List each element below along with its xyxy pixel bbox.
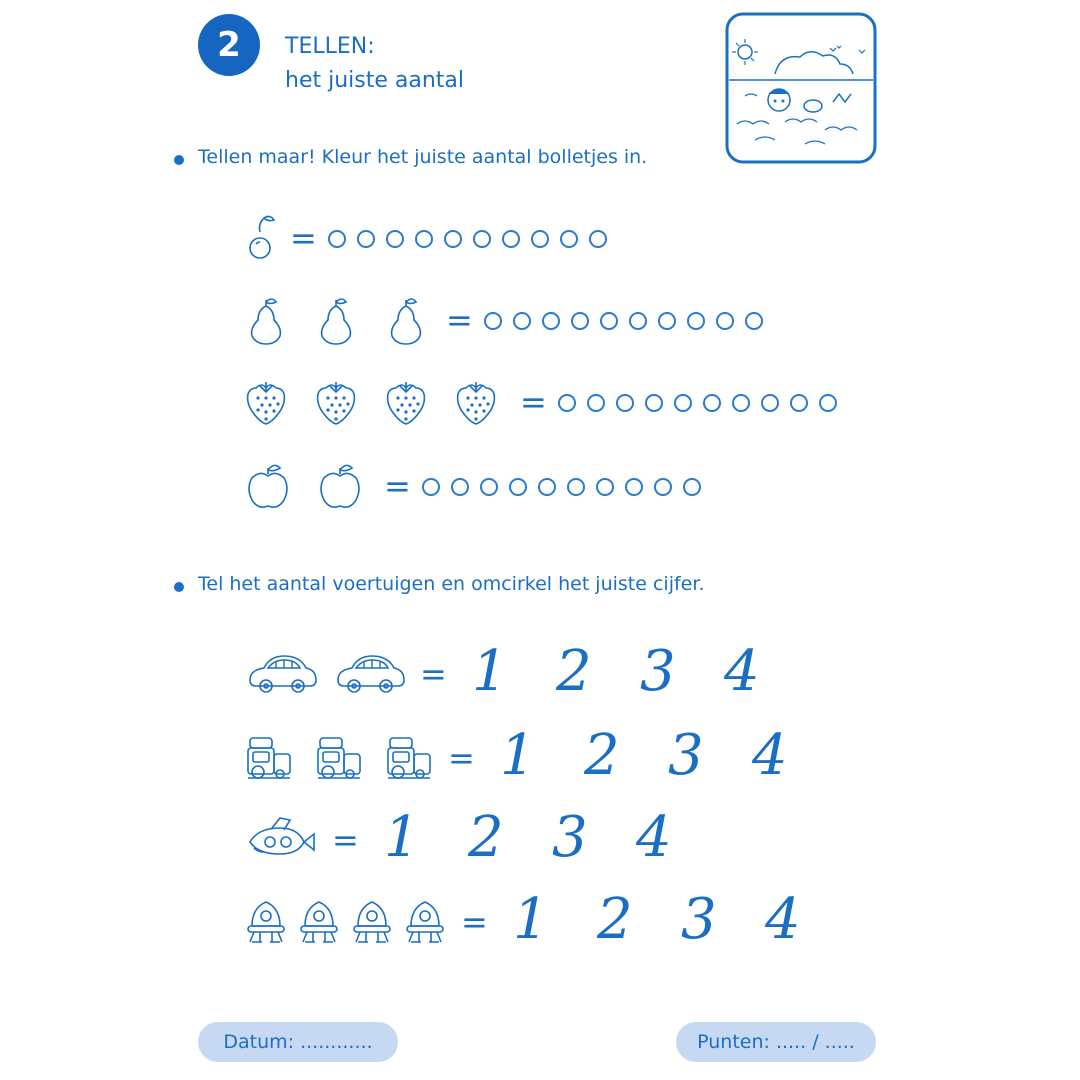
answer-choice-2[interactable]: 2 bbox=[597, 887, 633, 952]
color-circle[interactable] bbox=[596, 478, 614, 496]
color-circle[interactable] bbox=[625, 478, 643, 496]
date-field[interactable]: Datum: ............ bbox=[198, 1022, 398, 1062]
color-circle[interactable] bbox=[513, 312, 531, 330]
equals-sign: = bbox=[290, 219, 317, 257]
rocket-icon bbox=[352, 898, 392, 946]
color-circle[interactable] bbox=[703, 394, 721, 412]
strawberry-icon bbox=[386, 378, 430, 426]
color-circle[interactable] bbox=[629, 312, 647, 330]
color-circle[interactable] bbox=[587, 394, 605, 412]
title-line-1: TELLEN: bbox=[285, 34, 375, 59]
exercise2-instruction: Tel het aantal voertuigen en omcirkel het juiste cijfer. bbox=[198, 573, 705, 595]
color-circle[interactable] bbox=[571, 312, 589, 330]
color-circle[interactable] bbox=[745, 312, 763, 330]
exercise-number-badge: 2 bbox=[198, 14, 260, 76]
color-circle[interactable] bbox=[357, 230, 375, 248]
answer-choice-2[interactable]: 2 bbox=[556, 639, 592, 704]
color-circle[interactable] bbox=[761, 394, 779, 412]
color-circle[interactable] bbox=[542, 312, 560, 330]
submarine-icon bbox=[246, 816, 316, 862]
answer-choice-2[interactable]: 2 bbox=[584, 723, 620, 788]
answer-choice-2[interactable]: 2 bbox=[468, 805, 504, 870]
color-circle[interactable] bbox=[658, 312, 676, 330]
color-circle[interactable] bbox=[484, 312, 502, 330]
color-circle[interactable] bbox=[616, 394, 634, 412]
bullet-icon bbox=[174, 155, 184, 165]
color-circle[interactable] bbox=[819, 394, 837, 412]
color-circle[interactable] bbox=[674, 394, 692, 412]
color-circle[interactable] bbox=[473, 230, 491, 248]
bullet-icon bbox=[174, 582, 184, 592]
color-circle[interactable] bbox=[732, 394, 750, 412]
color-circle[interactable] bbox=[451, 478, 469, 496]
pear-icon bbox=[386, 296, 426, 346]
color-circle[interactable] bbox=[645, 394, 663, 412]
color-circle[interactable] bbox=[560, 230, 578, 248]
answer-choice-1[interactable]: 1 bbox=[513, 887, 549, 952]
equals-sign: = bbox=[446, 301, 473, 339]
car-icon bbox=[334, 650, 404, 694]
title-line-2: het juiste aantal bbox=[285, 68, 465, 93]
color-circle[interactable] bbox=[683, 478, 701, 496]
pear-icon bbox=[246, 296, 286, 346]
equals-sign: = bbox=[520, 383, 547, 421]
equals-sign: = bbox=[461, 903, 488, 941]
color-circle[interactable] bbox=[538, 478, 556, 496]
train-icon bbox=[246, 734, 292, 782]
page-title bbox=[285, 30, 464, 98]
color-circle[interactable] bbox=[654, 478, 672, 496]
color-circle[interactable] bbox=[589, 230, 607, 248]
answer-choice-3[interactable]: 3 bbox=[668, 723, 704, 788]
answer-choice-3[interactable]: 3 bbox=[640, 639, 676, 704]
strawberry-icon bbox=[456, 378, 500, 426]
color-circle[interactable] bbox=[502, 230, 520, 248]
score-field[interactable]: Punten: ..... / ..... bbox=[676, 1022, 876, 1062]
color-circle[interactable] bbox=[444, 230, 462, 248]
rocket-icon bbox=[246, 898, 286, 946]
answer-choice-3[interactable]: 3 bbox=[552, 805, 588, 870]
color-circle[interactable] bbox=[422, 478, 440, 496]
color-circle[interactable] bbox=[415, 230, 433, 248]
color-circle[interactable] bbox=[558, 394, 576, 412]
color-circle[interactable] bbox=[480, 478, 498, 496]
color-circle[interactable] bbox=[328, 230, 346, 248]
rocket-icon bbox=[299, 898, 339, 946]
answer-choice-4[interactable]: 4 bbox=[765, 887, 801, 952]
color-circle[interactable] bbox=[790, 394, 808, 412]
strawberry-icon bbox=[246, 378, 290, 426]
cherry-icon bbox=[246, 214, 276, 262]
equals-sign: = bbox=[448, 739, 475, 777]
strawberry-icon bbox=[316, 378, 360, 426]
color-circle[interactable] bbox=[567, 478, 585, 496]
apple-icon bbox=[318, 462, 364, 510]
train-icon bbox=[386, 734, 432, 782]
color-circle[interactable] bbox=[687, 312, 705, 330]
answer-choice-4[interactable]: 4 bbox=[724, 639, 760, 704]
answer-choice-1[interactable]: 1 bbox=[384, 805, 420, 870]
color-circle[interactable] bbox=[509, 478, 527, 496]
answer-choice-1[interactable]: 1 bbox=[500, 723, 536, 788]
answer-choice-1[interactable]: 1 bbox=[472, 639, 508, 704]
apple-icon bbox=[246, 462, 292, 510]
exercise1-instruction: Tellen maar! Kleur het juiste aantal bolletjes in. bbox=[198, 146, 648, 168]
car-icon bbox=[246, 650, 316, 694]
rocket-icon bbox=[405, 898, 445, 946]
color-circle[interactable] bbox=[716, 312, 734, 330]
color-circle[interactable] bbox=[531, 230, 549, 248]
color-circle[interactable] bbox=[600, 312, 618, 330]
swimming-scene-illustration bbox=[725, 12, 877, 164]
answer-choice-4[interactable]: 4 bbox=[636, 805, 672, 870]
pear-icon bbox=[316, 296, 356, 346]
equals-sign: = bbox=[384, 467, 411, 505]
equals-sign: = bbox=[332, 821, 359, 859]
equals-sign: = bbox=[420, 655, 447, 693]
train-icon bbox=[316, 734, 362, 782]
color-circle[interactable] bbox=[386, 230, 404, 248]
answer-choice-4[interactable]: 4 bbox=[752, 723, 788, 788]
answer-choice-3[interactable]: 3 bbox=[681, 887, 717, 952]
